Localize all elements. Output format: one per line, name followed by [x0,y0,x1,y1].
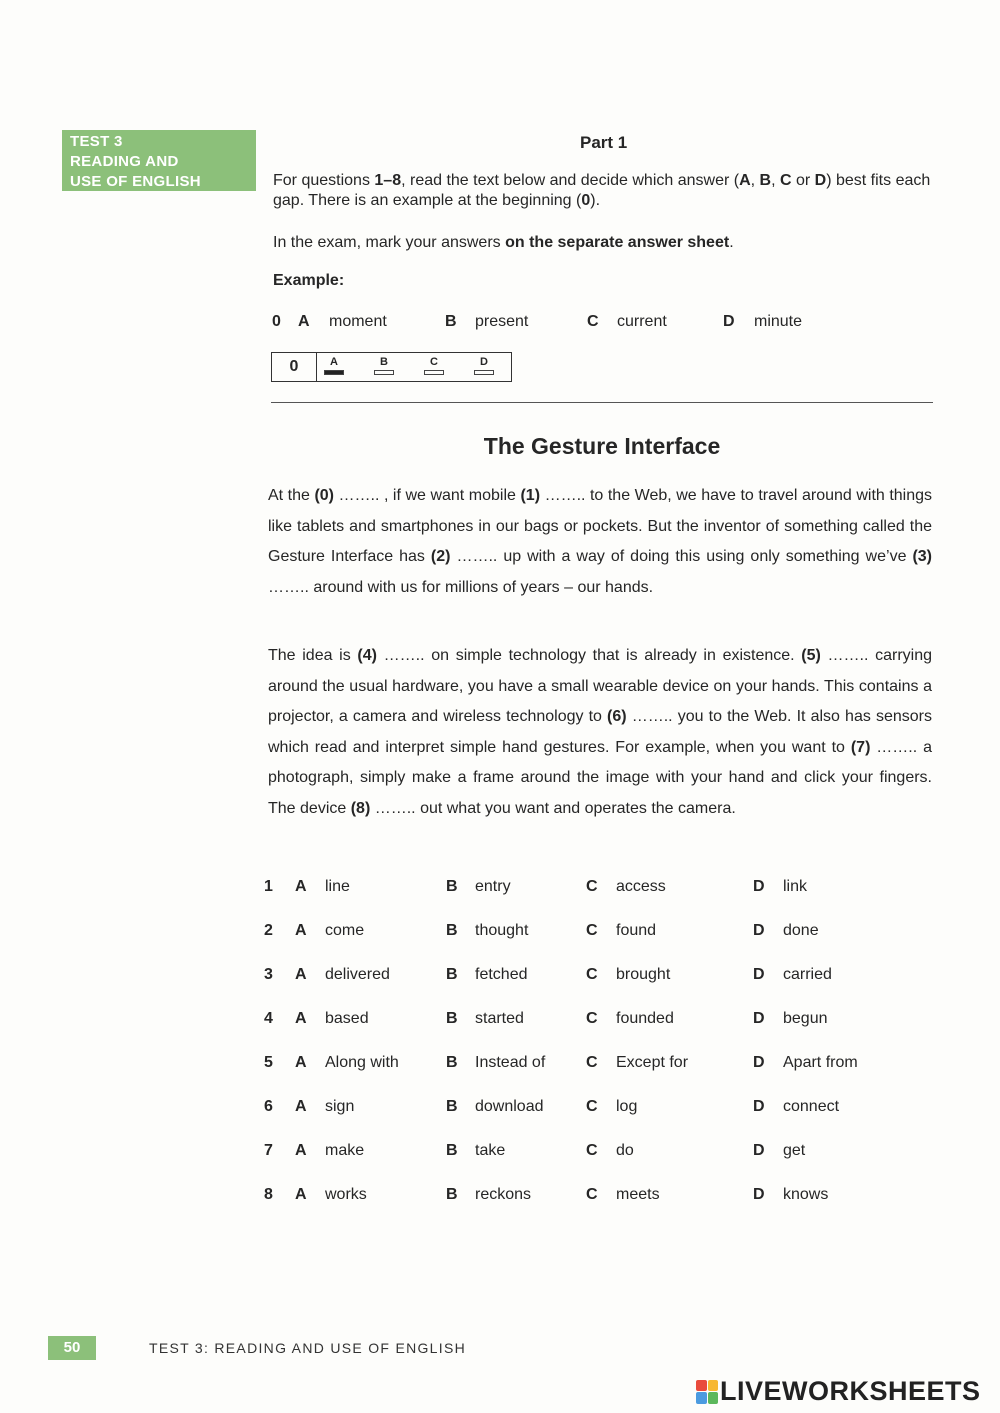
text-paragraph-1: At the (0) …….. , if we want mobile (1) …….. to the Web, we have to travel around with things like tablets and smartphones in our bags or pockets. But the inventor of something called the Gesture Interface has (2) …….. up with a way of doing this using only something we’ve (3) …….. around with us for millions of years – our hands. [268,487,933,596]
page-number: 50 [48,1336,96,1360]
logo-square [708,1392,719,1404]
option-a-word[interactable]: delivered [325,966,390,983]
option-word: current [617,313,667,330]
option-c-word[interactable]: brought [616,966,671,983]
option-letter: D [753,1186,765,1203]
answer-cell-d[interactable] [472,356,496,375]
question-number: 7 [264,1142,273,1159]
option-letter: B [446,1186,458,1203]
answer-box-cells [317,353,511,381]
exam-instructions: In the exam, mark your answers on the separate answer sheet. [273,234,734,251]
option-letter: B [446,1098,458,1115]
option-letter: A [295,1142,307,1159]
option-a-word[interactable]: works [325,1186,367,1203]
answer-cell-a[interactable] [322,356,346,375]
option-letter: C [586,1142,598,1159]
answer-cell-letter: D [480,356,488,368]
instructions-paragraph: For questions 1–8, read the text below and decide which answer (A, B, C or D) best fits each gap. There is an example at the beginning (0). [273,172,931,209]
question-number: 1 [264,878,273,895]
option-d-word[interactable]: knows [783,1186,829,1203]
question-row [0,1098,1000,1122]
logo-square [708,1380,719,1392]
option-a-word[interactable]: sign [325,1098,355,1115]
text-paragraph-2: The idea is (4) …….. on simple technology that is already in existence. (5) …….. carrying around the usual hardware, you have a small wearable device on your hands. This contains a projector, a camera and wireless technology to (6) …….. you to the Web. It also has sensors which read and interpret simple hand gestures. For example, when you want to (7) …….. a photograph, simply make a frame around the image with your hand and click your fingers. The device (8) …….. out what you want and operates the camera. [268,647,933,817]
answer-cell-letter: B [380,356,388,368]
option-c-word[interactable]: founded [616,1010,674,1027]
option-c-word[interactable]: found [616,922,657,939]
section-tab-line: TEST 3 [70,133,123,150]
text-title: The Gesture Interface [483,433,721,459]
option-letter: D [723,313,735,330]
logo-square [696,1380,707,1392]
option-letter: A [295,1186,307,1203]
gap-3[interactable]: (3) [912,548,933,565]
question-row [0,1054,1000,1078]
brand-name: LIVEWORKSHEETS [720,1376,981,1406]
question-number: 5 [264,1054,273,1071]
option-letter: D [753,1142,765,1159]
section-tab [62,130,256,191]
gap-7[interactable]: (7) [850,738,871,756]
question-number: 8 [264,1186,273,1203]
option-letter: C [586,1098,598,1115]
option-b-word[interactable]: started [475,1010,524,1027]
option-d-word[interactable]: Apart from [783,1054,858,1071]
divider [271,402,933,403]
answer-mark-empty [424,370,444,375]
option-b-word[interactable]: download [475,1098,544,1115]
question-row [0,1186,1000,1210]
option-letter: B [446,1054,458,1071]
option-b-word[interactable]: take [475,1142,506,1159]
question-number: 2 [264,922,273,939]
brand-watermark [696,1376,981,1407]
answer-cell-c[interactable] [422,356,446,375]
option-letter: B [446,1010,458,1027]
running-title: TEST 3: READING AND USE OF ENGLISH [149,1340,467,1356]
option-b-word[interactable]: fetched [475,966,528,983]
option-letter: C [586,1010,598,1027]
question-number: 4 [264,1010,273,1027]
gap-6[interactable]: (6) [607,708,627,725]
option-letter: D [753,966,765,983]
option-letter: C [586,878,598,895]
logo-square [696,1392,707,1404]
answer-mark-filled [324,370,344,375]
question-row [0,922,1000,946]
answer-mark-empty [374,370,394,375]
option-letter: B [446,966,458,983]
option-letter: D [753,922,765,939]
option-letter: A [295,922,307,939]
option-letter: A [295,966,307,983]
section-tab-line: USE OF ENGLISH [70,173,201,190]
answer-cell-letter: C [430,356,438,368]
option-letter: B [446,1142,458,1159]
option-letter: C [587,313,599,330]
option-letter: C [586,922,598,939]
option-c-word[interactable]: access [616,878,666,895]
option-letter: B [446,878,458,895]
answer-cell-letter: A [330,356,338,368]
option-letter: D [753,1010,765,1027]
option-letter: C [586,1186,598,1203]
gap-0: (0) [314,487,334,504]
option-letter: D [753,878,765,895]
option-letter: C [586,966,598,983]
option-c-word[interactable]: log [616,1098,638,1115]
option-a-word[interactable]: line [325,878,350,895]
option-word: moment [329,313,387,330]
option-letter: A [295,1098,307,1115]
option-letter: D [753,1054,765,1071]
gap-2[interactable]: (2) [430,548,451,565]
question-number: 6 [264,1098,273,1115]
option-d-word[interactable]: get [783,1142,806,1159]
example-label: Example: [273,272,345,289]
option-word: present [475,313,529,330]
option-d-word[interactable]: connect [783,1098,840,1115]
question-row [0,966,1000,990]
example-row [0,313,1000,335]
option-letter: B [446,922,458,939]
option-letter: A [298,313,310,330]
option-d-word[interactable]: begun [783,1010,828,1027]
option-d-word[interactable]: carried [783,966,832,983]
option-b-word[interactable]: entry [475,878,511,895]
option-letter: A [295,878,307,895]
section-tab-line: READING AND [70,153,179,170]
option-c-word[interactable]: do [616,1142,634,1159]
option-a-word[interactable]: based [325,1010,369,1027]
option-letter: A [295,1010,307,1027]
answer-box-number: 0 [272,353,317,381]
answer-mark-empty [474,370,494,375]
gap-1[interactable]: (1) [520,487,541,504]
option-b-word[interactable]: reckons [475,1186,532,1203]
option-letter: A [295,1054,307,1071]
gap-8[interactable]: (8) [350,799,371,817]
option-c-word[interactable]: Except for [616,1054,689,1071]
gap-5[interactable]: (5) [801,647,821,664]
option-a-word[interactable]: Along with [325,1054,399,1071]
option-b-word[interactable]: Instead of [475,1054,546,1071]
answer-cell-b[interactable] [372,356,396,375]
option-letter: B [445,313,457,330]
question-row [0,878,1000,902]
gap-4[interactable]: (4) [357,647,377,664]
question-number: 3 [264,966,273,983]
option-d-word[interactable]: link [783,878,808,895]
option-c-word[interactable]: meets [616,1186,660,1203]
option-d-word[interactable]: done [783,922,819,939]
question-number: 0 [272,313,281,330]
option-letter: D [753,1098,765,1115]
example-answer-box [271,352,512,382]
option-letter: C [586,1054,598,1071]
question-row [0,1142,1000,1166]
option-a-word[interactable]: come [325,922,365,939]
liveworksheets-logo-icon [696,1380,718,1404]
option-word: minute [754,313,803,330]
option-b-word[interactable]: thought [475,922,529,939]
question-row [0,1010,1000,1034]
part-title: Part 1 [580,133,628,152]
option-a-word[interactable]: make [325,1142,365,1159]
